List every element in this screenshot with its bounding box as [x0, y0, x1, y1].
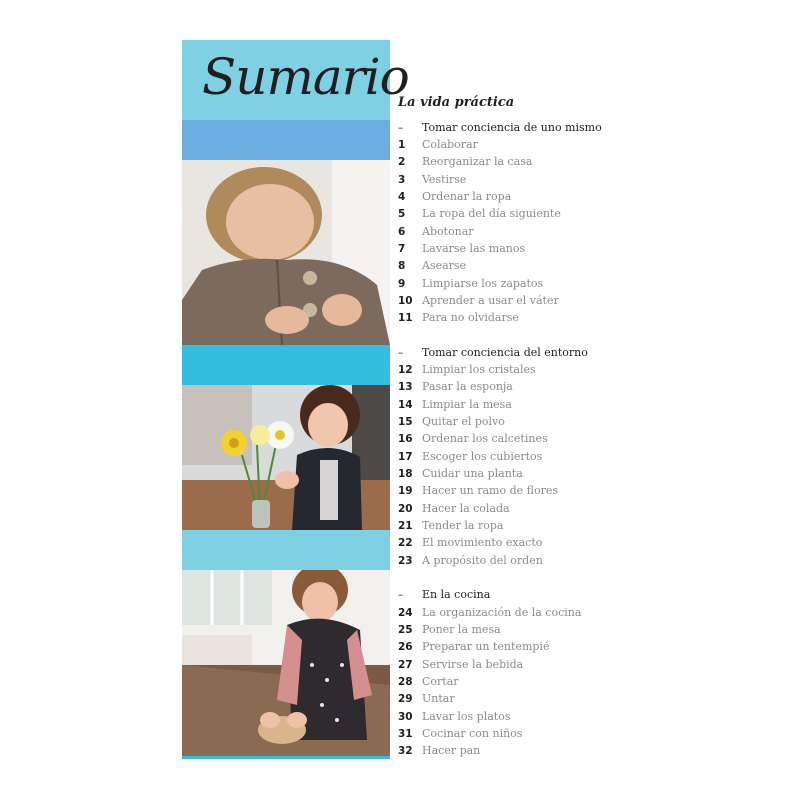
toc-group-heading: – En la cocina [398, 588, 491, 601]
title-block [182, 40, 409, 120]
toc-item[interactable]: 1 Colaborar [398, 138, 478, 151]
toc-item[interactable]: 32 Hacer pan [398, 744, 481, 757]
toc-item[interactable]: 13 Pasar la esponja [398, 380, 513, 393]
photo-child-kneading [182, 570, 390, 758]
page-title: Sumario [202, 48, 409, 106]
color-band-blue [182, 120, 390, 160]
toc-item[interactable]: 21 Tender la ropa [398, 519, 504, 532]
left-column [182, 40, 409, 758]
toc-item[interactable]: 8 Asearse [398, 259, 467, 272]
toc-item[interactable]: 20 Hacer la colada [398, 502, 510, 515]
toc-item[interactable]: 10 Aprender a usar el váter [398, 294, 559, 307]
toc-item[interactable]: 9 Limpiarse los zapatos [398, 277, 544, 290]
toc-item[interactable]: 5 La ropa del día siguiente [398, 207, 561, 220]
toc-item[interactable]: 29 Untar [398, 692, 455, 705]
toc-item[interactable]: 16 Ordenar los calcetines [398, 432, 548, 445]
toc-group-heading: – Tomar conciencia del entorno [398, 346, 588, 359]
toc-item[interactable]: 19 Hacer un ramo de flores [398, 484, 559, 497]
toc-item[interactable]: 22 El movimiento exacto [398, 536, 543, 549]
color-band-cyan [182, 345, 390, 385]
toc-item[interactable]: 27 Servirse la bebida [398, 658, 524, 671]
toc-item[interactable]: 7 Lavarse las manos [398, 242, 526, 255]
toc-item[interactable]: 4 Ordenar la ropa [398, 190, 512, 203]
section-title: La vida práctica [398, 95, 515, 110]
toc-item[interactable]: 6 Abotonar [398, 225, 474, 238]
bottom-accent-line [182, 756, 390, 759]
color-band-light [182, 530, 390, 570]
toc-item[interactable]: 31 Cocinar con niños [398, 727, 523, 740]
toc-item[interactable]: 18 Cuidar una planta [398, 467, 523, 480]
toc-item[interactable]: 2 Reorganizar la casa [398, 155, 533, 168]
toc-item[interactable]: 30 Lavar los platos [398, 710, 511, 723]
toc-item[interactable]: 25 Poner la mesa [398, 623, 501, 636]
toc-item[interactable]: 15 Quitar el polvo [398, 415, 505, 428]
toc-item[interactable]: 14 Limpiar la mesa [398, 398, 512, 411]
photo-child-buttoning [182, 160, 390, 345]
toc-item[interactable]: 28 Cortar [398, 675, 459, 688]
toc-item[interactable]: 12 Limpiar los cristales [398, 363, 536, 376]
toc-item[interactable]: 3 Vestirse [398, 173, 467, 186]
toc-item[interactable]: 23 A propósito del orden [398, 554, 543, 567]
photo-child-flowers [182, 385, 390, 530]
toc-item[interactable]: 26 Preparar un tentempié [398, 640, 550, 653]
toc-item[interactable]: 11 Para no olvidarse [398, 311, 519, 324]
toc-item[interactable]: 24 La organización de la cocina [398, 606, 582, 619]
toc-group-heading: – Tomar conciencia de uno mismo [398, 121, 602, 134]
toc-item[interactable]: 17 Escoger los cubiertos [398, 450, 543, 463]
